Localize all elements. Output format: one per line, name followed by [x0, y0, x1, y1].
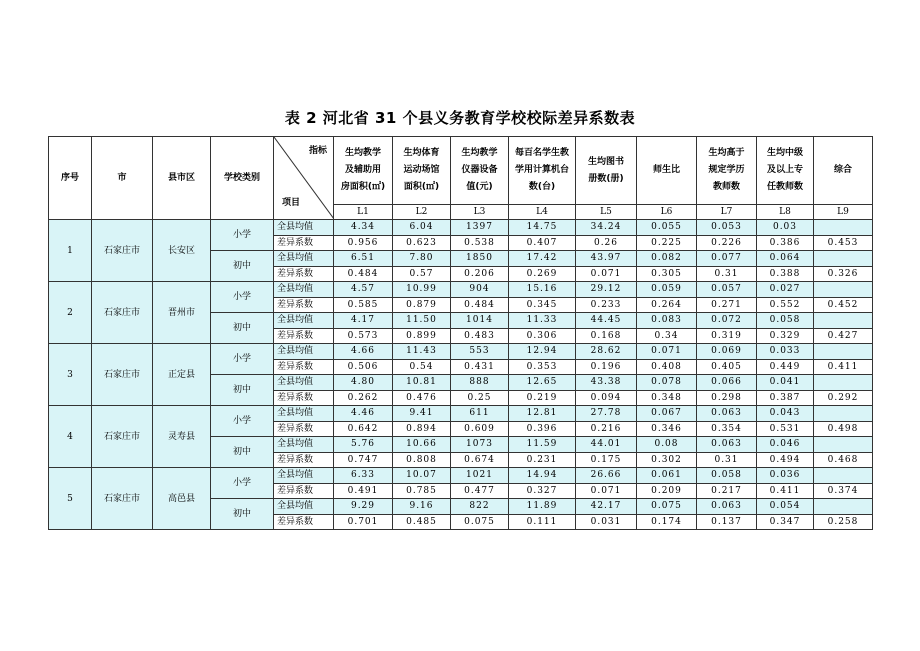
value-cell: 0.054	[757, 499, 814, 515]
value-cell: 43.97	[576, 251, 637, 267]
value-cell: 0.485	[393, 514, 451, 530]
table-body	[49, 220, 873, 530]
value-cell: 0.027	[757, 282, 814, 298]
value-cell: 0.396	[509, 421, 576, 437]
city-cell: 石家庄市	[92, 468, 153, 530]
county-cell: 灵寿县	[153, 406, 211, 468]
city-cell: 石家庄市	[92, 282, 153, 344]
value-cell: 26.66	[576, 468, 637, 484]
seq-cell: 2	[49, 282, 92, 344]
value-cell: 0.137	[697, 514, 757, 530]
value-cell: 10.66	[393, 437, 451, 453]
value-cell: 0.058	[697, 468, 757, 484]
header-indicator-l5	[576, 137, 637, 205]
item-cell: 全县均值	[274, 251, 334, 267]
header-indicator-line: 生均中级	[766, 148, 803, 158]
value-cell: 0.292	[814, 390, 873, 406]
header-indicator-l4	[509, 137, 576, 205]
value-cell: 11.59	[509, 437, 576, 453]
value-cell: 6.33	[334, 468, 393, 484]
value-cell: 0.083	[637, 313, 697, 329]
header-indicator-line: 及辅助用	[344, 165, 381, 175]
value-cell: 6.51	[334, 251, 393, 267]
value-cell: 0.071	[637, 344, 697, 360]
header-indicator-label: 指标	[308, 146, 327, 156]
value-cell: 0.033	[757, 344, 814, 360]
value-cell: 0.305	[637, 266, 697, 282]
header-indicator-l1	[334, 137, 393, 205]
school-type-cell: 初中	[211, 313, 274, 344]
item-cell: 差异系数	[274, 421, 334, 437]
value-cell: 0.036	[757, 468, 814, 484]
value-cell: 7.80	[393, 251, 451, 267]
school-type-cell: 初中	[211, 375, 274, 406]
item-cell: 差异系数	[274, 452, 334, 468]
code-l7: L7	[697, 205, 757, 220]
school-type-cell: 小学	[211, 344, 274, 375]
header-row	[49, 137, 873, 205]
value-cell: 0.306	[509, 328, 576, 344]
header-school-type: 学校类别	[211, 137, 274, 220]
header-indicator-l2	[393, 137, 451, 205]
value-cell: 0.055	[637, 220, 697, 236]
value-cell: 0.34	[637, 328, 697, 344]
header-indicator-line: 生均体育	[403, 148, 440, 158]
item-cell: 差异系数	[274, 359, 334, 375]
header-indicator-line: 值(元)	[466, 182, 493, 192]
value-cell: 0.168	[576, 328, 637, 344]
value-cell: 11.33	[509, 313, 576, 329]
value-cell: 0.747	[334, 452, 393, 468]
header-indicator-line: 生均教学	[461, 148, 498, 158]
value-cell: 904	[451, 282, 509, 298]
value-cell: 4.46	[334, 406, 393, 422]
county-cell: 晋州市	[153, 282, 211, 344]
value-cell: 4.17	[334, 313, 393, 329]
value-cell: 0.494	[757, 452, 814, 468]
value-cell: 0.483	[451, 328, 509, 344]
value-cell: 0.08	[637, 437, 697, 453]
value-cell: 0.506	[334, 359, 393, 375]
header-indicator-line: 综合	[833, 165, 852, 175]
code-l9: L9	[814, 205, 873, 220]
value-cell: 0.701	[334, 514, 393, 530]
value-cell: 0.031	[576, 514, 637, 530]
value-cell: 17.42	[509, 251, 576, 267]
value-cell: 0.476	[393, 390, 451, 406]
seq-cell: 1	[49, 220, 92, 282]
header-city: 市	[92, 137, 153, 220]
value-cell: 0.175	[576, 452, 637, 468]
table-title: 表 2 河北省 31 个县义务教育学校校际差异系数表	[284, 109, 636, 127]
value-cell: 0.573	[334, 328, 393, 344]
value-cell: 0.31	[697, 452, 757, 468]
value-cell: 0.057	[697, 282, 757, 298]
value-cell: 0.468	[814, 452, 873, 468]
item-cell: 全县均值	[274, 406, 334, 422]
value-cell: 0.538	[451, 235, 509, 251]
value-cell: 0.899	[393, 328, 451, 344]
value-cell: 0.271	[697, 297, 757, 313]
code-l2: L2	[393, 205, 451, 220]
header-indicator-line: 师生比	[652, 165, 680, 175]
seq-cell: 4	[49, 406, 92, 468]
value-cell: 0.209	[637, 483, 697, 499]
school-type-cell: 初中	[211, 437, 274, 468]
value-cell: 0.408	[637, 359, 697, 375]
header-indicator-line: 及以上专	[766, 165, 803, 175]
item-cell: 差异系数	[274, 514, 334, 530]
value-cell: 0.346	[637, 421, 697, 437]
value-cell: 44.01	[576, 437, 637, 453]
item-cell: 差异系数	[274, 297, 334, 313]
header-indicator-line: 运动场馆	[403, 165, 440, 175]
item-cell: 全县均值	[274, 282, 334, 298]
value-cell: 0.956	[334, 235, 393, 251]
value-cell: 0.353	[509, 359, 576, 375]
value-cell: 0.231	[509, 452, 576, 468]
value-cell: 0.258	[814, 514, 873, 530]
value-cell: 822	[451, 499, 509, 515]
value-cell: 0.484	[451, 297, 509, 313]
value-cell: 0.57	[393, 266, 451, 282]
value-cell: 0.066	[697, 375, 757, 391]
value-cell: 1021	[451, 468, 509, 484]
value-cell: 0.642	[334, 421, 393, 437]
value-cell: 11.50	[393, 313, 451, 329]
value-cell: 10.81	[393, 375, 451, 391]
value-cell: 0.061	[637, 468, 697, 484]
value-cell	[814, 313, 873, 329]
county-cell: 长安区	[153, 220, 211, 282]
value-cell: 0.053	[697, 220, 757, 236]
value-cell: 0.388	[757, 266, 814, 282]
difference-coefficient-table	[48, 136, 873, 530]
value-cell: 0.477	[451, 483, 509, 499]
value-cell: 0.54	[393, 359, 451, 375]
value-cell: 0.894	[393, 421, 451, 437]
value-cell	[814, 468, 873, 484]
value-cell: 0.174	[637, 514, 697, 530]
value-cell: 14.94	[509, 468, 576, 484]
value-cell: 0.411	[814, 359, 873, 375]
value-cell: 0.078	[637, 375, 697, 391]
value-cell: 0.405	[697, 359, 757, 375]
header-diagonal-cell	[274, 137, 334, 220]
value-cell: 0.269	[509, 266, 576, 282]
value-cell: 0.063	[697, 437, 757, 453]
city-cell: 石家庄市	[92, 344, 153, 406]
value-cell: 0.298	[697, 390, 757, 406]
value-cell: 0.319	[697, 328, 757, 344]
header-indicator-line: 生均高于	[708, 148, 745, 158]
code-l3: L3	[451, 205, 509, 220]
value-cell: 0.041	[757, 375, 814, 391]
header-indicator-line: 任教师数	[766, 182, 803, 192]
value-cell: 0.071	[576, 266, 637, 282]
value-cell: 6.04	[393, 220, 451, 236]
header-indicator-line: 学用计算机台	[514, 165, 569, 175]
table-row	[49, 220, 873, 236]
value-cell: 0.498	[814, 421, 873, 437]
value-cell: 0.387	[757, 390, 814, 406]
value-cell: 0.071	[576, 483, 637, 499]
table-row	[49, 406, 873, 422]
value-cell: 0.233	[576, 297, 637, 313]
header-indicator-line: 教师数	[712, 182, 740, 192]
value-cell	[814, 437, 873, 453]
item-cell: 全县均值	[274, 313, 334, 329]
value-cell: 0.674	[451, 452, 509, 468]
item-cell: 差异系数	[274, 235, 334, 251]
value-cell: 0.585	[334, 297, 393, 313]
code-l5: L5	[576, 205, 637, 220]
value-cell: 0.329	[757, 328, 814, 344]
item-cell: 全县均值	[274, 344, 334, 360]
value-cell: 0.082	[637, 251, 697, 267]
school-type-cell: 小学	[211, 468, 274, 499]
header-indicator-l8	[757, 137, 814, 205]
table-row	[49, 282, 873, 298]
value-cell: 12.81	[509, 406, 576, 422]
value-cell: 611	[451, 406, 509, 422]
value-cell: 0.449	[757, 359, 814, 375]
header-item-label: 项目	[282, 198, 301, 208]
seq-cell: 5	[49, 468, 92, 530]
value-cell: 1073	[451, 437, 509, 453]
value-cell: 0.427	[814, 328, 873, 344]
value-cell: 34.24	[576, 220, 637, 236]
value-cell: 10.07	[393, 468, 451, 484]
value-cell: 0.453	[814, 235, 873, 251]
header-indicator-line: 面积(㎡)	[403, 182, 440, 192]
value-cell: 1397	[451, 220, 509, 236]
value-cell	[814, 406, 873, 422]
value-cell: 0.785	[393, 483, 451, 499]
header-indicator-l3	[451, 137, 509, 205]
value-cell: 0.219	[509, 390, 576, 406]
item-cell: 全县均值	[274, 375, 334, 391]
value-cell: 15.16	[509, 282, 576, 298]
value-cell: 1850	[451, 251, 509, 267]
value-cell: 0.354	[697, 421, 757, 437]
code-l1: L1	[334, 205, 393, 220]
value-cell: 0.623	[393, 235, 451, 251]
value-cell: 9.29	[334, 499, 393, 515]
header-indicator-line: 每百名学生教	[514, 148, 569, 158]
header-indicator-l7	[697, 137, 757, 205]
value-cell: 0.386	[757, 235, 814, 251]
school-type-cell: 小学	[211, 406, 274, 437]
value-cell: 9.41	[393, 406, 451, 422]
value-cell: 1014	[451, 313, 509, 329]
code-l8: L8	[757, 205, 814, 220]
value-cell: 0.374	[814, 483, 873, 499]
value-cell: 0.03	[757, 220, 814, 236]
item-cell: 全县均值	[274, 468, 334, 484]
value-cell: 4.80	[334, 375, 393, 391]
value-cell: 0.217	[697, 483, 757, 499]
item-cell: 全县均值	[274, 499, 334, 515]
value-cell	[814, 375, 873, 391]
value-cell: 0.302	[637, 452, 697, 468]
value-cell: 12.65	[509, 375, 576, 391]
value-cell: 0.226	[697, 235, 757, 251]
city-cell: 石家庄市	[92, 220, 153, 282]
value-cell: 0.216	[576, 421, 637, 437]
value-cell: 0.064	[757, 251, 814, 267]
value-cell: 0.25	[451, 390, 509, 406]
value-cell: 29.12	[576, 282, 637, 298]
value-cell: 12.94	[509, 344, 576, 360]
value-cell: 0.431	[451, 359, 509, 375]
seq-cell: 3	[49, 344, 92, 406]
header-indicator-line: 生均教学	[344, 148, 381, 158]
value-cell: 0.327	[509, 483, 576, 499]
school-type-cell: 初中	[211, 251, 274, 282]
value-cell: 28.62	[576, 344, 637, 360]
school-type-cell: 初中	[211, 499, 274, 530]
value-cell: 0.094	[576, 390, 637, 406]
value-cell: 0.552	[757, 297, 814, 313]
value-cell: 0.075	[451, 514, 509, 530]
city-cell: 石家庄市	[92, 406, 153, 468]
table-row	[49, 468, 873, 484]
value-cell: 0.077	[697, 251, 757, 267]
value-cell: 0.407	[509, 235, 576, 251]
value-cell: 0.196	[576, 359, 637, 375]
value-cell: 0.879	[393, 297, 451, 313]
value-cell: 0.484	[334, 266, 393, 282]
item-cell: 差异系数	[274, 390, 334, 406]
value-cell: 0.326	[814, 266, 873, 282]
value-cell: 0.347	[757, 514, 814, 530]
header-indicator-l9	[814, 137, 873, 205]
header-indicator-line: 房面积(㎡)	[340, 182, 386, 192]
header-county: 县市区	[153, 137, 211, 220]
value-cell: 0.348	[637, 390, 697, 406]
school-type-cell: 小学	[211, 282, 274, 313]
value-cell: 0.058	[757, 313, 814, 329]
header-indicator-line: 仪器设备	[461, 165, 498, 175]
value-cell: 27.78	[576, 406, 637, 422]
value-cell: 0.067	[637, 406, 697, 422]
value-cell: 4.34	[334, 220, 393, 236]
value-cell: 44.45	[576, 313, 637, 329]
value-cell: 0.072	[697, 313, 757, 329]
value-cell: 14.75	[509, 220, 576, 236]
value-cell: 0.075	[637, 499, 697, 515]
header-indicator-line: 数(台)	[528, 182, 556, 192]
value-cell: 5.76	[334, 437, 393, 453]
value-cell: 0.046	[757, 437, 814, 453]
value-cell: 0.225	[637, 235, 697, 251]
item-cell: 差异系数	[274, 266, 334, 282]
code-l6: L6	[637, 205, 697, 220]
value-cell: 0.531	[757, 421, 814, 437]
county-cell: 高邑县	[153, 468, 211, 530]
value-cell: 4.57	[334, 282, 393, 298]
header-seq: 序号	[49, 137, 92, 220]
value-cell: 0.063	[697, 499, 757, 515]
value-cell: 0.063	[697, 406, 757, 422]
item-cell: 差异系数	[274, 328, 334, 344]
item-cell: 全县均值	[274, 437, 334, 453]
value-cell: 42.17	[576, 499, 637, 515]
value-cell: 0.609	[451, 421, 509, 437]
header-indicator-l6	[637, 137, 697, 205]
value-cell: 0.345	[509, 297, 576, 313]
item-cell: 全县均值	[274, 220, 334, 236]
value-cell	[814, 282, 873, 298]
value-cell	[814, 220, 873, 236]
value-cell: 11.89	[509, 499, 576, 515]
value-cell: 0.452	[814, 297, 873, 313]
value-cell: 0.491	[334, 483, 393, 499]
item-cell: 差异系数	[274, 483, 334, 499]
value-cell: 0.264	[637, 297, 697, 313]
value-cell: 43.38	[576, 375, 637, 391]
value-cell: 0.411	[757, 483, 814, 499]
value-cell: 0.059	[637, 282, 697, 298]
header-indicator-line: 生均图书	[587, 156, 624, 167]
value-cell: 0.26	[576, 235, 637, 251]
value-cell: 0.111	[509, 514, 576, 530]
value-cell: 0.069	[697, 344, 757, 360]
value-cell: 10.99	[393, 282, 451, 298]
value-cell: 4.66	[334, 344, 393, 360]
value-cell	[814, 499, 873, 515]
header-indicator-line: 册数(册)	[588, 173, 624, 184]
county-cell: 正定县	[153, 344, 211, 406]
value-cell: 0.043	[757, 406, 814, 422]
header-indicator-line: 规定学历	[708, 165, 745, 175]
value-cell: 888	[451, 375, 509, 391]
value-cell: 0.808	[393, 452, 451, 468]
value-cell: 0.31	[697, 266, 757, 282]
value-cell: 553	[451, 344, 509, 360]
value-cell: 0.206	[451, 266, 509, 282]
value-cell: 0.262	[334, 390, 393, 406]
value-cell: 11.43	[393, 344, 451, 360]
value-cell: 9.16	[393, 499, 451, 515]
value-cell	[814, 344, 873, 360]
table-row	[49, 344, 873, 360]
code-l4: L4	[509, 205, 576, 220]
value-cell	[814, 251, 873, 267]
school-type-cell: 小学	[211, 220, 274, 251]
